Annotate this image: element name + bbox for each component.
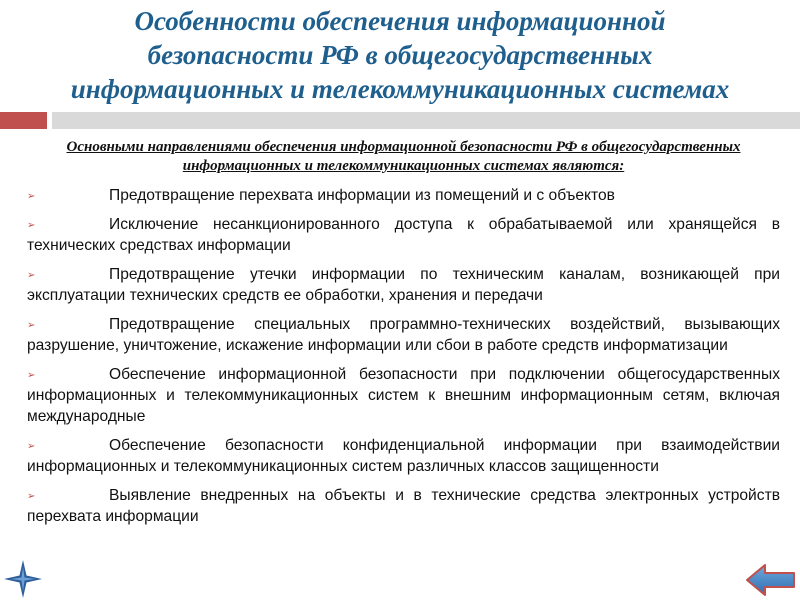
list-item-text: Исключение несанкционированного доступа к обрабатываемой или хранящейся в технических средствах информации <box>27 216 780 254</box>
arrow-bullet-icon: ➢ <box>27 320 36 331</box>
list-item-text: Выявление внедренных на объекты и в технические средства электронных устройств перехвата информации <box>27 487 780 525</box>
arrow-bullet-icon: ➢ <box>27 270 36 281</box>
list-item <box>27 435 780 477</box>
list-item-text: Предотвращение утечки информации по техническим каналам, возникающей при эксплуатации технических средств ее обработки, хранения и передачи <box>27 266 780 304</box>
title-line-3: информационных и телекоммуникационных системах <box>70 74 730 104</box>
title-line-1: Особенности обеспечения информационной <box>134 6 666 36</box>
intro-text: Основными направлениями обеспечения информационной безопасности РФ в общегосударственных информационных и телекоммуникационных системах являются: <box>66 139 741 174</box>
arrow-bullet-icon: ➢ <box>27 370 36 381</box>
list-item-text: Обеспечение информационной безопасности при подключении общегосударственных информационных и телекоммуникационных систем к внешним информационным сетям, включая международные <box>27 366 780 425</box>
slide-body <box>27 138 780 535</box>
arrow-bullet-icon: ➢ <box>27 191 36 202</box>
title-line-2: безопасности РФ в общегосударственных <box>147 40 653 70</box>
list-item <box>27 264 780 306</box>
arrow-bullet-icon: ➢ <box>27 441 36 452</box>
list-item-text: Обеспечение безопасности конфиденциальной информации при взаимодействии информационных и телекоммуникационных систем различных классов защищенности <box>27 437 780 475</box>
slide-title <box>0 4 800 106</box>
list-item-text: Предотвращение специальных программно-технических воздействий, вызывающих разрушение, уничтожение, искажение информации или сбои в работе средств информатизации <box>27 316 780 354</box>
divider-bar <box>52 112 800 129</box>
title-divider <box>0 112 800 129</box>
arrow-bullet-icon: ➢ <box>27 220 36 231</box>
list-item <box>27 185 780 206</box>
back-arrow-icon[interactable] <box>745 563 797 597</box>
list-item <box>27 314 780 356</box>
arrow-bullet-icon: ➢ <box>27 491 36 502</box>
compass-star-icon <box>2 558 44 600</box>
list-item <box>27 364 780 427</box>
divider-accent <box>0 112 47 129</box>
list-item <box>27 485 780 527</box>
list-item <box>27 214 780 256</box>
list-item-text: Предотвращение перехвата информации из помещений и с объектов <box>109 187 615 204</box>
